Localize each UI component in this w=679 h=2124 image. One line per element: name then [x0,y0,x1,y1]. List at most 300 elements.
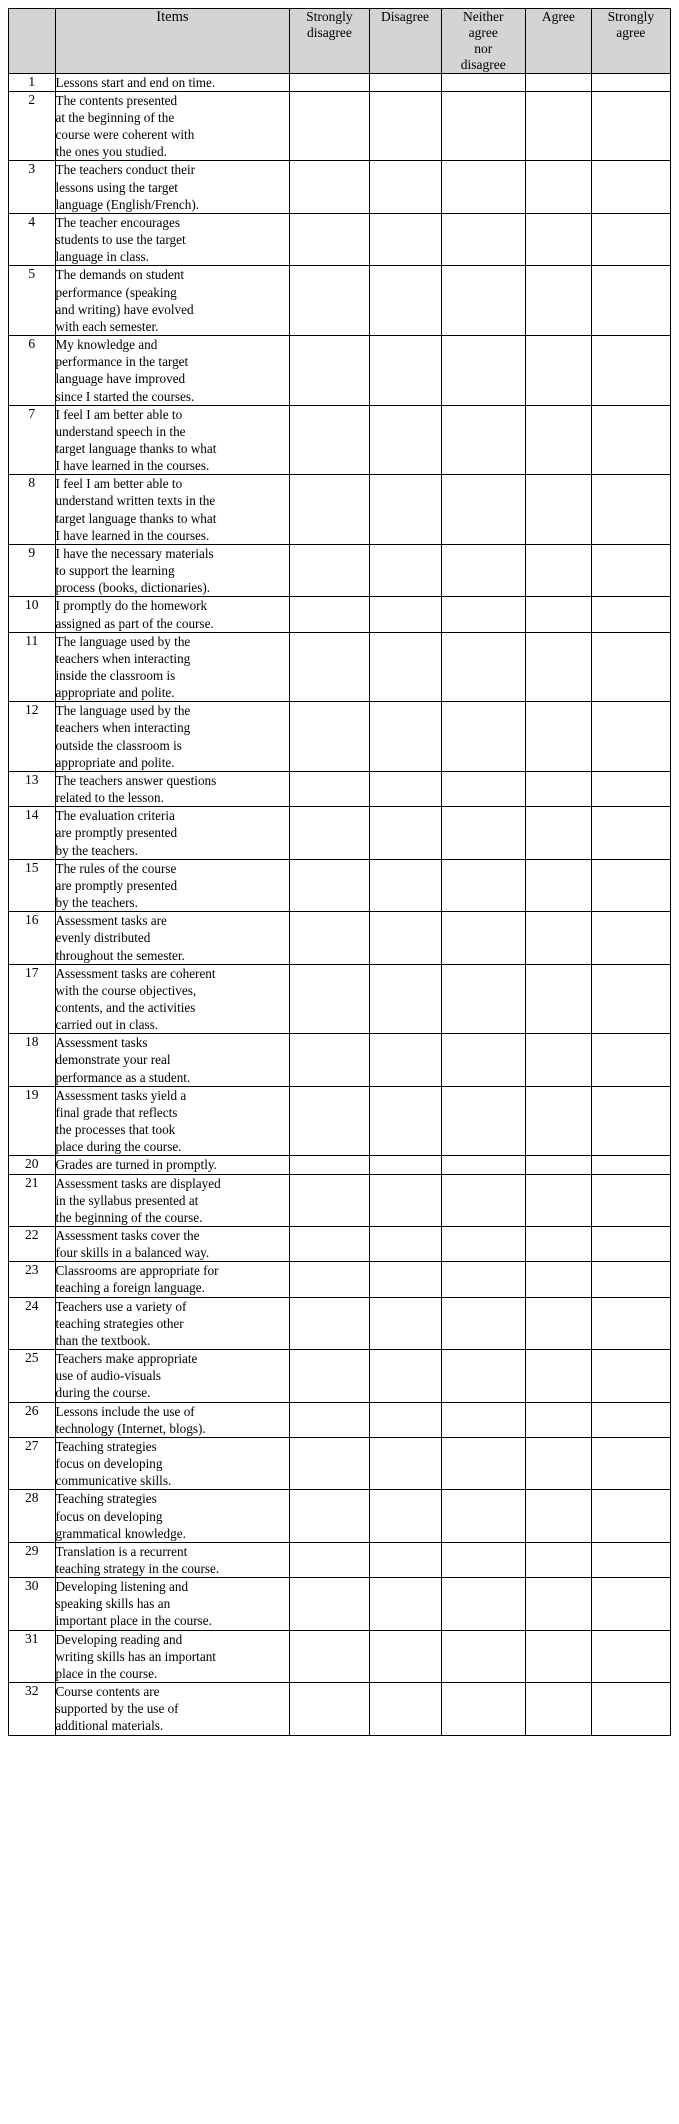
column-header-neither-agree-nor-disagree [441,9,526,74]
row-item-text [55,859,290,911]
item-line: important place in the course. [55,1613,212,1629]
response-cell-strongly-disagree[interactable] [290,1174,369,1226]
item-line: I have learned in the courses. [55,527,210,543]
response-cell-neither-agree-nor-disagree[interactable] [441,771,526,806]
item-line: focus on developing [55,1456,163,1472]
response-cell-strongly-disagree[interactable] [290,1578,369,1630]
row-item-text [55,1437,290,1489]
item-line: teachers when interacting [55,720,191,736]
response-cell-neither-agree-nor-disagree[interactable] [441,1262,526,1297]
item-line: appropriate and polite. [55,754,175,770]
response-cell-strongly-agree[interactable] [591,475,670,545]
item-line: The teachers answer questions [55,772,217,788]
item-line: throughout the semester. [55,947,185,963]
response-cell-strongly-agree[interactable] [591,1683,670,1735]
response-cell-disagree[interactable] [369,336,441,406]
row-number: 20 [9,1156,56,1174]
response-cell-neither-agree-nor-disagree[interactable] [441,91,526,161]
row-item-text [55,475,290,545]
response-cell-disagree[interactable] [369,1437,441,1489]
response-cell-disagree[interactable] [369,266,441,336]
response-cell-agree[interactable] [526,544,592,596]
row-item-text [55,912,290,964]
response-cell-disagree[interactable] [369,1578,441,1630]
response-cell-agree[interactable] [526,1437,592,1489]
row-number: 10 [9,597,56,632]
item-line: teachers when interacting [55,650,191,666]
response-cell-agree[interactable] [526,1402,592,1437]
response-cell-agree[interactable] [526,1350,592,1402]
response-cell-strongly-disagree[interactable] [290,213,369,265]
response-cell-neither-agree-nor-disagree[interactable] [441,1086,526,1156]
response-cell-strongly-disagree[interactable] [290,1490,369,1542]
response-cell-strongly-disagree[interactable] [290,1034,369,1086]
response-cell-strongly-disagree[interactable] [290,1350,369,1402]
item-line: target language thanks to what [55,440,217,456]
item-line: Lessons start and end on time. [55,74,216,90]
row-number: 23 [9,1262,56,1297]
item-line: lessons using the target [55,179,178,195]
response-cell-agree[interactable] [526,91,592,161]
response-cell-agree[interactable] [526,213,592,265]
table-row [9,1402,671,1437]
response-cell-strongly-disagree[interactable] [290,771,369,806]
item-line: Teachers use a variety of [55,1298,187,1314]
response-cell-strongly-disagree[interactable] [290,544,369,596]
item-line: final grade that reflects [55,1104,178,1120]
response-cell-neither-agree-nor-disagree[interactable] [441,1402,526,1437]
item-line: course were coherent with [55,127,195,143]
item-line: to support the learning [55,563,175,579]
item-line: The rules of the course [55,860,177,876]
item-line: place during the course. [55,1139,182,1155]
item-line: evenly distributed [55,930,151,946]
row-number: 16 [9,912,56,964]
table-row [9,807,671,859]
response-cell-strongly-agree[interactable] [591,1490,670,1542]
item-line: speaking skills has an [55,1596,171,1612]
response-cell-disagree[interactable] [369,91,441,161]
item-line: teaching strategies other [55,1315,184,1331]
table-row [9,859,671,911]
row-number: 3 [9,161,56,213]
row-item-text [55,1174,290,1226]
response-cell-agree[interactable] [526,1262,592,1297]
response-cell-agree[interactable] [526,1034,592,1086]
response-cell-strongly-disagree[interactable] [290,912,369,964]
response-cell-disagree[interactable] [369,1350,441,1402]
response-cell-strongly-agree[interactable] [591,91,670,161]
response-cell-disagree[interactable] [369,964,441,1034]
row-item-text [55,1262,290,1297]
response-cell-neither-agree-nor-disagree[interactable] [441,1227,526,1262]
response-cell-neither-agree-nor-disagree[interactable] [441,266,526,336]
response-cell-strongly-disagree[interactable] [290,1683,369,1735]
header-line: Agree [541,9,575,24]
item-line: inside the classroom is [55,668,176,683]
item-line: and writing) have evolved [55,301,194,317]
row-number: 27 [9,1437,56,1489]
response-cell-strongly-disagree[interactable] [290,597,369,632]
response-cell-agree[interactable] [526,1227,592,1262]
response-cell-strongly-agree[interactable] [591,1262,670,1297]
header-line: disagree [460,56,506,72]
item-line: demonstrate your real [55,1052,171,1068]
item-line: since I started the courses. [55,388,195,404]
response-cell-neither-agree-nor-disagree[interactable] [441,405,526,475]
response-cell-strongly-agree[interactable] [591,1297,670,1349]
response-cell-neither-agree-nor-disagree[interactable] [441,1156,526,1174]
item-line: four skills in a balanced way. [55,1245,210,1261]
response-cell-agree[interactable] [526,859,592,911]
item-line: are promptly presented [55,825,178,841]
item-line: performance (speaking [55,284,177,300]
item-line: by the teachers. [55,895,138,911]
item-line: related to the lesson. [55,790,164,806]
response-cell-strongly-disagree[interactable] [290,91,369,161]
item-line: Assessment tasks are coherent [55,965,216,981]
response-cell-strongly-disagree[interactable] [290,266,369,336]
response-cell-neither-agree-nor-disagree[interactable] [441,1350,526,1402]
row-item-text [55,597,290,632]
response-cell-strongly-disagree[interactable] [290,336,369,406]
row-number: 24 [9,1297,56,1349]
response-cell-disagree[interactable] [369,1262,441,1297]
response-cell-disagree[interactable] [369,1227,441,1262]
response-cell-strongly-agree[interactable] [591,161,670,213]
column-header-strongly-disagree [290,9,369,74]
response-cell-strongly-agree[interactable] [591,1156,670,1174]
header-row [9,9,671,74]
response-cell-agree[interactable] [526,1156,592,1174]
response-cell-strongly-disagree[interactable] [290,1630,369,1682]
item-line: The demands on student [55,267,185,283]
response-cell-agree[interactable] [526,1683,592,1735]
response-cell-neither-agree-nor-disagree[interactable] [441,1630,526,1682]
row-number: 7 [9,405,56,475]
item-line: than the textbook. [55,1332,151,1348]
response-cell-neither-agree-nor-disagree[interactable] [441,1490,526,1542]
item-line: I feel I am better able to [55,476,183,492]
item-line: use of audio-visuals [55,1368,161,1384]
column-header-number [9,9,56,74]
response-cell-agree[interactable] [526,475,592,545]
response-cell-agree[interactable] [526,597,592,632]
item-line: Developing reading and [55,1631,183,1647]
item-line: contents, and the activities [55,999,196,1015]
row-number: 5 [9,266,56,336]
response-cell-strongly-agree[interactable] [591,73,670,91]
table-row [9,1262,671,1297]
item-line: teaching strategy in the course. [55,1560,220,1576]
item-line: during the course. [55,1385,151,1401]
item-line: carried out in class. [55,1017,159,1033]
row-number: 2 [9,91,56,161]
response-cell-disagree[interactable] [369,1630,441,1682]
table-row [9,1297,671,1349]
response-cell-agree[interactable] [526,1086,592,1156]
item-line: with each semester. [55,318,159,334]
response-cell-neither-agree-nor-disagree[interactable] [441,1034,526,1086]
response-cell-strongly-agree[interactable] [591,1174,670,1226]
row-item-text [55,1630,290,1682]
response-cell-neither-agree-nor-disagree[interactable] [441,964,526,1034]
response-cell-agree[interactable] [526,702,592,772]
response-cell-strongly-agree[interactable] [591,771,670,806]
row-number: 8 [9,475,56,545]
item-line: language (English/French). [55,196,200,212]
response-cell-disagree[interactable] [369,161,441,213]
item-line: writing skills has an important [55,1648,216,1664]
table-body [9,73,671,1735]
response-cell-neither-agree-nor-disagree[interactable] [441,597,526,632]
response-cell-neither-agree-nor-disagree[interactable] [441,475,526,545]
column-header-disagree [369,9,441,74]
response-cell-strongly-agree[interactable] [591,1542,670,1577]
table-row [9,1630,671,1682]
response-cell-disagree[interactable] [369,1174,441,1226]
row-item-text [55,1227,290,1262]
response-cell-neither-agree-nor-disagree[interactable] [441,73,526,91]
response-cell-strongly-disagree[interactable] [290,1227,369,1262]
response-cell-neither-agree-nor-disagree[interactable] [441,859,526,911]
response-cell-disagree[interactable] [369,807,441,859]
header-line: Neither [463,9,504,24]
response-cell-strongly-disagree[interactable] [290,1086,369,1156]
item-line: in the syllabus presented at [55,1192,199,1208]
response-cell-strongly-disagree[interactable] [290,73,369,91]
response-cell-strongly-disagree[interactable] [290,702,369,772]
response-cell-strongly-agree[interactable] [591,632,670,702]
response-cell-disagree[interactable] [369,475,441,545]
response-cell-strongly-disagree[interactable] [290,1297,369,1349]
table-row [9,1227,671,1262]
table-row [9,213,671,265]
table-row [9,1034,671,1086]
row-item-text [55,213,290,265]
response-cell-neither-agree-nor-disagree[interactable] [441,544,526,596]
response-cell-agree[interactable] [526,1490,592,1542]
response-cell-neither-agree-nor-disagree[interactable] [441,1578,526,1630]
response-cell-strongly-agree[interactable] [591,1402,670,1437]
response-cell-strongly-disagree[interactable] [290,807,369,859]
header-line: nor [474,40,493,56]
item-line: Grades are turned in promptly. [55,1157,217,1173]
item-line: the ones you studied. [55,144,167,160]
item-line: Lessons include the use of [55,1403,195,1419]
response-cell-neither-agree-nor-disagree[interactable] [441,213,526,265]
response-cell-strongly-agree[interactable] [591,859,670,911]
response-cell-strongly-disagree[interactable] [290,859,369,911]
response-cell-neither-agree-nor-disagree[interactable] [441,1297,526,1349]
item-line: at the beginning of the [55,110,175,125]
response-cell-disagree[interactable] [369,1086,441,1156]
response-cell-disagree[interactable] [369,1683,441,1735]
response-cell-neither-agree-nor-disagree[interactable] [441,336,526,406]
item-line: target language thanks to what [55,510,217,526]
response-cell-strongly-agree[interactable] [591,405,670,475]
response-cell-disagree[interactable] [369,1542,441,1577]
table-row [9,1578,671,1630]
response-cell-agree[interactable] [526,1297,592,1349]
response-cell-strongly-disagree[interactable] [290,964,369,1034]
item-line: Developing listening and [55,1579,189,1595]
header-line: agree [468,24,498,40]
response-cell-neither-agree-nor-disagree[interactable] [441,1437,526,1489]
table-row [9,964,671,1034]
item-line: appropriate and polite. [55,685,175,701]
response-cell-agree[interactable] [526,912,592,964]
response-cell-disagree[interactable] [369,771,441,806]
header-line: agree [616,24,646,40]
item-line: Teaching strategies [55,1491,157,1507]
table-row [9,73,671,91]
response-cell-agree[interactable] [526,1542,592,1577]
table-row [9,1174,671,1226]
response-cell-strongly-agree[interactable] [591,266,670,336]
response-cell-agree[interactable] [526,964,592,1034]
row-number: 15 [9,859,56,911]
response-cell-disagree[interactable] [369,405,441,475]
row-number: 6 [9,336,56,406]
response-cell-strongly-agree[interactable] [591,912,670,964]
item-line: supported by the use of [55,1701,179,1717]
response-cell-disagree[interactable] [369,702,441,772]
response-cell-disagree[interactable] [369,1490,441,1542]
response-cell-disagree[interactable] [369,1297,441,1349]
response-cell-strongly-agree[interactable] [591,1437,670,1489]
row-number: 32 [9,1683,56,1735]
item-line: teaching a foreign language. [55,1280,205,1296]
response-cell-strongly-agree[interactable] [591,702,670,772]
item-line: Classrooms are appropriate for [55,1263,219,1279]
response-cell-agree[interactable] [526,336,592,406]
response-cell-strongly-agree[interactable] [591,336,670,406]
response-cell-strongly-disagree[interactable] [290,405,369,475]
response-cell-strongly-agree[interactable] [591,1086,670,1156]
response-cell-strongly-agree[interactable] [591,1034,670,1086]
response-cell-disagree[interactable] [369,1156,441,1174]
row-item-text [55,1578,290,1630]
row-item-text [55,1350,290,1402]
response-cell-strongly-disagree[interactable] [290,1262,369,1297]
column-header-agree [526,9,592,74]
row-item-text [55,964,290,1034]
response-cell-neither-agree-nor-disagree[interactable] [441,1542,526,1577]
response-cell-agree[interactable] [526,1578,592,1630]
table-row [9,1490,671,1542]
response-cell-agree[interactable] [526,1174,592,1226]
table-row [9,771,671,806]
response-cell-disagree[interactable] [369,73,441,91]
response-cell-agree[interactable] [526,632,592,702]
item-line: outside the classroom is [55,737,182,753]
item-line: the beginning of the course. [55,1209,203,1225]
row-item-text [55,405,290,475]
header-line: disagree [306,24,352,40]
item-line: are promptly presented [55,877,178,893]
item-line: language in class. [55,249,149,265]
item-line: I have learned in the courses. [55,458,210,474]
response-cell-disagree[interactable] [369,213,441,265]
row-item-text [55,1402,290,1437]
row-number: 14 [9,807,56,859]
item-line: I promptly do the homework [55,598,208,614]
row-item-text [55,1683,290,1735]
response-cell-strongly-disagree[interactable] [290,1156,369,1174]
response-cell-strongly-agree[interactable] [591,1227,670,1262]
response-cell-strongly-agree[interactable] [591,1630,670,1682]
row-number: 13 [9,771,56,806]
table-row [9,1086,671,1156]
row-item-text [55,1542,290,1577]
row-number: 21 [9,1174,56,1226]
table-row [9,405,671,475]
response-cell-neither-agree-nor-disagree[interactable] [441,632,526,702]
response-cell-disagree[interactable] [369,632,441,702]
item-line: I have the necessary materials [55,545,214,561]
item-line: technology (Internet, blogs). [55,1420,206,1436]
response-cell-agree[interactable] [526,1630,592,1682]
response-cell-agree[interactable] [526,161,592,213]
survey-table [8,8,671,1736]
response-cell-neither-agree-nor-disagree[interactable] [441,1174,526,1226]
response-cell-strongly-disagree[interactable] [290,161,369,213]
response-cell-disagree[interactable] [369,597,441,632]
response-cell-strongly-disagree[interactable] [290,1437,369,1489]
response-cell-disagree[interactable] [369,544,441,596]
response-cell-strongly-agree[interactable] [591,807,670,859]
response-cell-neither-agree-nor-disagree[interactable] [441,807,526,859]
item-line: place in the course. [55,1665,158,1681]
item-line: The teachers conduct their [55,162,196,178]
item-line: I feel I am better able to [55,406,183,422]
response-cell-strongly-agree[interactable] [591,213,670,265]
response-cell-strongly-disagree[interactable] [290,475,369,545]
row-item-text [55,771,290,806]
response-cell-agree[interactable] [526,405,592,475]
response-cell-disagree[interactable] [369,1402,441,1437]
response-cell-strongly-disagree[interactable] [290,1542,369,1577]
response-cell-neither-agree-nor-disagree[interactable] [441,912,526,964]
response-cell-disagree[interactable] [369,859,441,911]
table-header [9,9,671,74]
row-item-text [55,73,290,91]
response-cell-strongly-agree[interactable] [591,544,670,596]
response-cell-neither-agree-nor-disagree[interactable] [441,702,526,772]
response-cell-strongly-agree[interactable] [591,1578,670,1630]
row-item-text [55,807,290,859]
response-cell-strongly-disagree[interactable] [290,632,369,702]
row-number: 30 [9,1578,56,1630]
response-cell-strongly-agree[interactable] [591,964,670,1034]
response-cell-strongly-disagree[interactable] [290,1402,369,1437]
response-cell-strongly-agree[interactable] [591,597,670,632]
table-row [9,336,671,406]
table-row [9,597,671,632]
response-cell-neither-agree-nor-disagree[interactable] [441,161,526,213]
response-cell-strongly-agree[interactable] [591,1350,670,1402]
response-cell-agree[interactable] [526,771,592,806]
response-cell-agree[interactable] [526,807,592,859]
table-row [9,475,671,545]
response-cell-agree[interactable] [526,266,592,336]
response-cell-agree[interactable] [526,73,592,91]
item-line: Assessment tasks cover the [55,1228,200,1243]
response-cell-neither-agree-nor-disagree[interactable] [441,1683,526,1735]
response-cell-disagree[interactable] [369,912,441,964]
response-cell-disagree[interactable] [369,1034,441,1086]
